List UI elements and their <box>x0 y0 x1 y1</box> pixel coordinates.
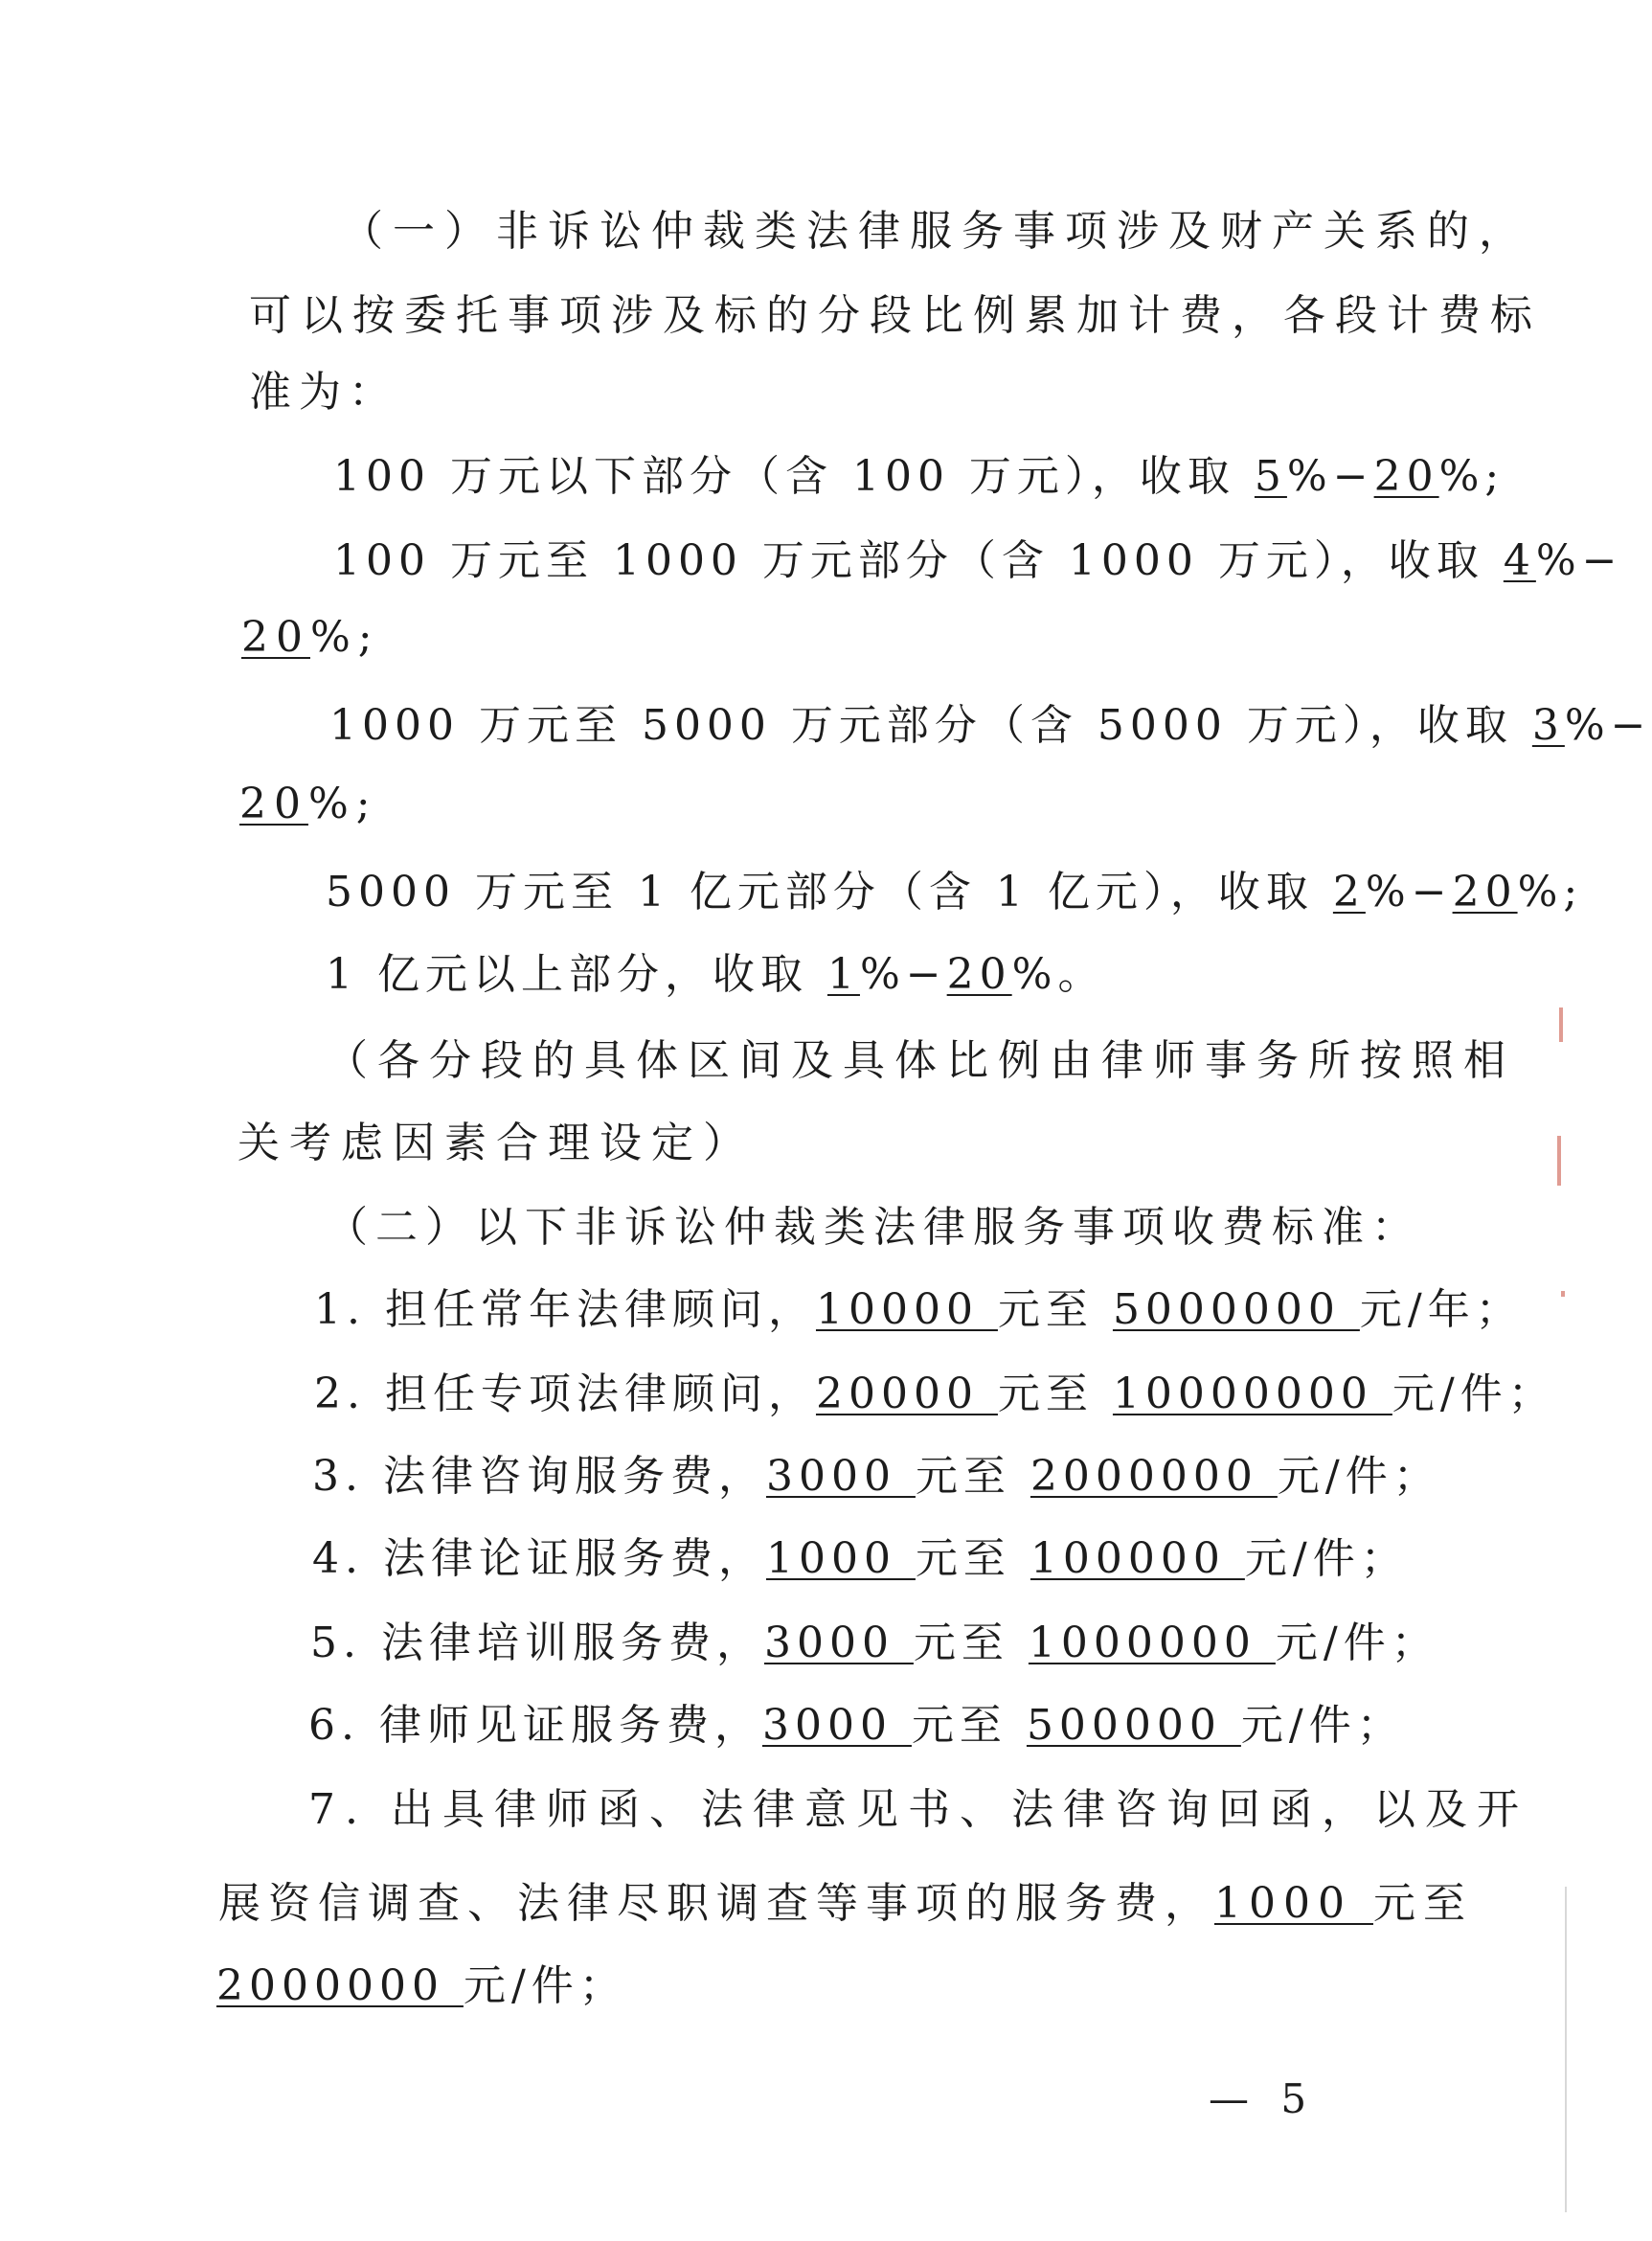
underlined-amount: 2 <box>1332 868 1366 917</box>
text-segment: （各分段的具体区间及具体比例由律师事务所按照相 <box>326 1036 1515 1085</box>
line-item-7b <box>218 1875 1473 1933</box>
text-segment: %; <box>308 780 378 828</box>
line-item-3 <box>312 1448 1441 1505</box>
underlined-amount: 500000 <box>1026 1701 1241 1750</box>
text-segment: 7. 出具律师函、法律意见书、法律咨询回函，以及开 <box>308 1785 1528 1834</box>
underlined-amount: 5000000 <box>1112 1285 1360 1334</box>
binding-mark <box>1557 1136 1561 1186</box>
line-range-4 <box>326 864 1583 921</box>
text-segment: %− <box>1535 536 1623 585</box>
text-segment: 元至 <box>997 1370 1113 1418</box>
text-segment: （二）以下非诉讼仲裁类法律服务事项收费标准： <box>326 1203 1421 1252</box>
text-segment: （一）非诉讼仲裁类法律服务事项涉及财产关系的， <box>341 207 1530 256</box>
text-segment: 100 万元以下部分（含 100 万元），收取 <box>333 452 1255 501</box>
binding-mark <box>1561 1291 1565 1297</box>
line-note-b <box>238 1115 755 1172</box>
line-item-5 <box>310 1615 1439 1672</box>
line-item-7a <box>308 1781 1528 1839</box>
text-segment: 元/件； <box>1244 1534 1409 1583</box>
underlined-amount: 3 <box>1531 701 1565 750</box>
text-segment: 元/年； <box>1359 1285 1524 1334</box>
binding-mark <box>1559 1007 1563 1042</box>
underlined-amount: 20 <box>1373 452 1439 501</box>
line-range-5 <box>326 946 1105 1004</box>
underlined-amount: 1000 <box>765 1534 916 1583</box>
text-segment: %; <box>1438 452 1505 501</box>
underlined-amount: 5 <box>1254 452 1287 501</box>
line-item-1 <box>314 1281 1524 1339</box>
underlined-amount: 4 <box>1503 536 1536 585</box>
line-p1a <box>341 203 1530 260</box>
page-number: — 5 <box>1209 2075 1317 2122</box>
text-segment: 元至 <box>1372 1879 1473 1928</box>
line-item-2 <box>314 1366 1556 1423</box>
line-note-a <box>326 1032 1515 1090</box>
underlined-amount: 10000000 <box>1112 1370 1392 1418</box>
underlined-amount: 2000000 <box>216 1961 464 2010</box>
text-segment: 100 万元至 1000 万元部分（含 1000 万元），收取 <box>333 536 1504 585</box>
text-segment: 元至 <box>913 1618 1029 1667</box>
underlined-amount: 1000000 <box>1028 1618 1276 1667</box>
underlined-amount: 1 <box>826 950 860 999</box>
text-segment: 3. 法律咨询服务费， <box>312 1452 766 1501</box>
text-segment: %− <box>859 950 947 999</box>
text-segment: 5000 万元至 1 亿元部分（含 1 亿元），收取 <box>326 868 1333 917</box>
line-section-2 <box>326 1199 1421 1256</box>
text-segment: 1 亿元以上部分，收取 <box>326 950 827 999</box>
text-segment: 元至 <box>911 1701 1027 1750</box>
underlined-amount: 20000 <box>815 1370 998 1418</box>
text-segment: 可以按委托事项涉及标的分段比例累加计费，各段计费标 <box>249 291 1542 340</box>
text-segment: 关考虑因素合理设定） <box>238 1119 755 1167</box>
underlined-amount: 2000000 <box>1030 1452 1278 1501</box>
line-range-3b <box>239 776 378 833</box>
line-range-3a <box>329 697 1652 755</box>
text-segment: 元/件； <box>1392 1370 1556 1418</box>
underlined-amount: 3000 <box>763 1618 914 1667</box>
underlined-amount: 20 <box>946 950 1012 999</box>
line-range-2a <box>333 532 1623 590</box>
line-p1b <box>249 287 1542 345</box>
text-segment: %− <box>1365 868 1453 917</box>
text-segment: %。 <box>1011 950 1106 999</box>
underlined-amount: 3000 <box>761 1701 912 1750</box>
underlined-amount: 10000 <box>815 1285 998 1334</box>
line-item-7c <box>216 1958 627 2015</box>
text-segment: 2. 担任专项法律顾问， <box>314 1370 816 1418</box>
text-segment: %− <box>1564 701 1652 750</box>
text-segment: 准为： <box>249 368 398 417</box>
text-segment: 元/件； <box>1240 1701 1405 1750</box>
text-segment: 元至 <box>915 1452 1030 1501</box>
text-segment: 6. 律师见证服务费， <box>308 1701 762 1750</box>
line-item-6 <box>308 1697 1405 1754</box>
line-item-4 <box>312 1530 1409 1588</box>
line-p1c <box>249 364 398 421</box>
text-segment: 1000 万元至 5000 万元部分（含 5000 万元），收取 <box>329 701 1532 750</box>
text-segment: 4. 法律论证服务费， <box>312 1534 766 1583</box>
underlined-amount: 20 <box>241 613 310 662</box>
text-segment: 元至 <box>915 1534 1030 1583</box>
text-segment: 元至 <box>997 1285 1113 1334</box>
scan-edge <box>1565 1887 1567 2212</box>
underlined-amount: 20 <box>1452 868 1518 917</box>
text-segment: 展资信调查、法律尽职调查等事项的服务费， <box>218 1879 1214 1928</box>
text-segment: %− <box>1286 452 1374 501</box>
underlined-amount: 3000 <box>765 1452 916 1501</box>
underlined-amount: 100000 <box>1030 1534 1245 1583</box>
text-segment: 元/件； <box>1277 1452 1441 1501</box>
underlined-amount: 1000 <box>1214 1879 1373 1928</box>
text-segment: %; <box>310 613 380 662</box>
text-segment: 1. 担任常年法律顾问， <box>314 1285 816 1334</box>
text-segment: %; <box>1517 868 1584 917</box>
line-range-2b <box>241 609 380 667</box>
underlined-amount: 20 <box>239 780 308 828</box>
line-range-1 <box>333 448 1505 506</box>
text-segment: 5. 法律培训服务费， <box>310 1618 764 1667</box>
text-segment: 元/件； <box>1275 1618 1439 1667</box>
text-segment: 元/件； <box>463 1961 627 2010</box>
